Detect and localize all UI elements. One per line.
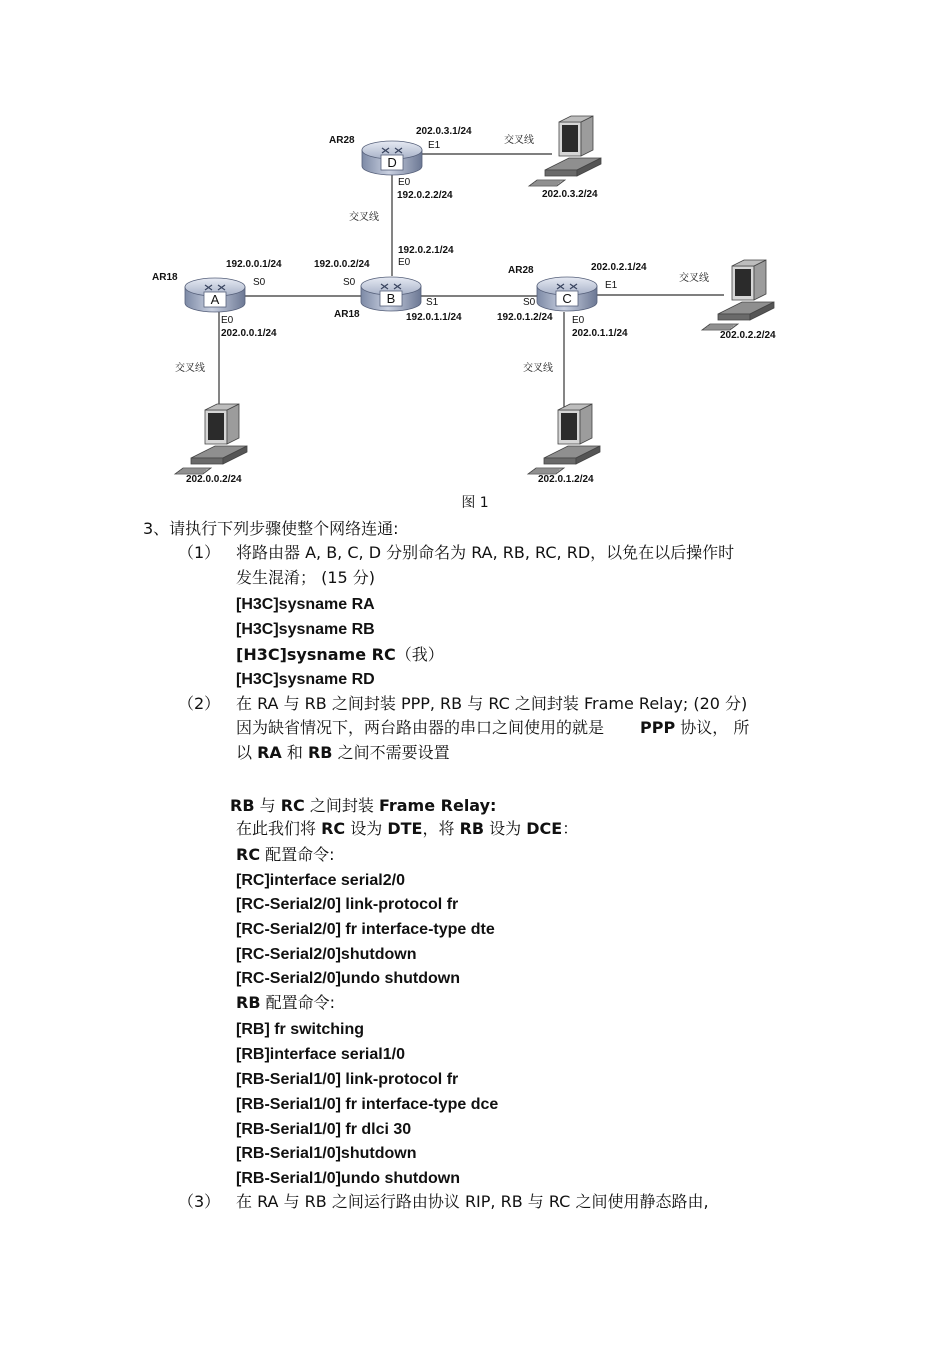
text-segment: 与: [254, 796, 281, 815]
text-segment: 协议， 所: [675, 718, 750, 737]
command-text: [H3C]sysname RC: [236, 645, 396, 664]
text-segment: 之间封装: [304, 796, 379, 815]
step2-text-line2: [236, 716, 749, 740]
router-b-label: B: [386, 291, 396, 306]
command-line: [H3C]sysname RB: [236, 621, 375, 638]
step-number: （1）: [178, 543, 221, 562]
text-segment: RB: [236, 993, 261, 1012]
c-s0-ip: 192.0.1.2/24: [497, 312, 553, 323]
c-e0-ip: 202.0.1.1/24: [572, 328, 628, 339]
command-line: [RB-Serial1/0]undo shutdown: [236, 1170, 460, 1187]
d-e0-ip: 192.0.2.2/24: [397, 190, 453, 201]
d-e1-ip: 202.0.3.1/24: [416, 126, 472, 137]
figure-caption: 图 1: [461, 495, 489, 511]
step2-text-line1: 在 RA 与 RB 之间封装 PPP, RB 与 RC 之间封装 Frame Relay; (20 分): [236, 694, 748, 713]
router-b-model: AR18: [334, 309, 360, 320]
router-a-label: A: [210, 292, 220, 307]
command-line: [RB-Serial1/0] link-protocol fr: [236, 1071, 459, 1088]
command-line: [RC]interface serial2/0: [236, 872, 405, 889]
text-segment: RB: [459, 819, 485, 838]
router-d: [362, 141, 422, 175]
command-note: （我）: [395, 645, 444, 664]
d-e0-port: E0: [398, 177, 411, 188]
step3-text-line1: 在 RA 与 RB 之间运行路由协议 RIP, RB 与 RC 之间使用静态路由,: [236, 1192, 709, 1211]
c-e1-port: E1: [605, 280, 618, 291]
text-segment: ：: [562, 819, 579, 838]
step3-heading: 3、请执行下列步骤使整个网络连通:: [143, 519, 399, 538]
command-line: [RC-Serial2/0]shutdown: [236, 946, 417, 963]
b-s0-ip: 192.0.0.2/24: [314, 259, 370, 270]
frame-relay-heading: [230, 794, 496, 818]
text-segment: RA: [257, 743, 282, 762]
step-number: （2）: [178, 694, 221, 713]
c-s0-port: S0: [523, 297, 536, 308]
step-number: （3）: [178, 1192, 221, 1211]
step1-text-line1: 将路由器 A, B, C, D 分别命名为 RA, RB, RC, RD，以免在以后操作时: [236, 543, 735, 562]
a-s0-port: S0: [253, 277, 266, 288]
command-line: [RB]interface serial1/0: [236, 1046, 405, 1063]
c-e0-port: E0: [572, 315, 585, 326]
text-segment: RC: [236, 845, 261, 864]
cable-label: 交叉线: [349, 212, 379, 223]
command-line: [236, 643, 444, 667]
step2-text-line3: [236, 741, 450, 765]
text-segment: ，将: [422, 819, 460, 838]
command-line: [RC-Serial2/0] fr interface-type dte: [236, 921, 495, 938]
router-b: [361, 277, 421, 311]
text-segment: RC: [280, 796, 305, 815]
rb-config-heading: [236, 991, 335, 1015]
router-a-model: AR18: [152, 272, 178, 283]
pc-icon: [529, 116, 601, 186]
command-line: [H3C]sysname RD: [236, 671, 375, 688]
a-e0-ip: 202.0.0.1/24: [221, 328, 277, 339]
network-topology-diagram: [0, 0, 950, 500]
cable-label: 交叉线: [523, 363, 553, 374]
text-segment: RB: [230, 796, 255, 815]
text-segment: RC: [321, 819, 346, 838]
a-e0-port: E0: [221, 315, 234, 326]
command-line: [RB-Serial1/0] fr interface-type dce: [236, 1096, 499, 1113]
rc-config-heading: [236, 843, 335, 867]
b-e0-port: E0: [398, 257, 411, 268]
b-s0-port: S0: [343, 277, 356, 288]
router-c: [537, 277, 597, 311]
text-segment: 以: [236, 743, 258, 762]
router-c-model: AR28: [508, 265, 534, 276]
a-s0-ip: 192.0.0.1/24: [226, 259, 282, 270]
text-segment: 设为: [345, 819, 388, 838]
cable-label: 交叉线: [175, 363, 205, 374]
cable-label: 交叉线: [679, 273, 709, 284]
frame-relay-description: [236, 817, 578, 841]
command-line: [RB] fr switching: [236, 1021, 364, 1038]
text-segment: RB: [307, 743, 333, 762]
command-line: [RB-Serial1/0]shutdown: [236, 1145, 417, 1162]
host-ip: 202.0.0.2/24: [186, 474, 242, 485]
host-ip: 202.0.3.2/24: [542, 189, 598, 200]
router-c-label: C: [562, 291, 572, 306]
text-segment: 之间不需要设置: [332, 743, 450, 762]
command-line: [RB-Serial1/0] fr dlci 30: [236, 1121, 412, 1138]
step1-text-line2: 发生混淆； (15 分): [236, 568, 376, 587]
c-e1-ip: 202.0.2.1/24: [591, 262, 647, 273]
text-segment: DTE: [387, 819, 423, 838]
host-ip: 202.0.2.2/24: [720, 330, 776, 341]
b-s1-port: S1: [426, 297, 439, 308]
b-e0-ip: 192.0.2.1/24: [398, 245, 454, 256]
text-segment: DCE: [526, 819, 563, 838]
text-segment: PPP: [640, 718, 676, 737]
text-segment: 因为缺省情况下，两台路由器的串口之间使用的就是: [236, 718, 605, 737]
command-line: [RC-Serial2/0] link-protocol fr: [236, 896, 459, 913]
links: [219, 154, 724, 410]
router-d-label: D: [387, 155, 397, 170]
command-line: [RC-Serial2/0]undo shutdown: [236, 970, 460, 987]
cable-label: 交叉线: [504, 135, 534, 146]
command-line: [H3C]sysname RA: [236, 596, 375, 613]
router-a: [185, 278, 245, 312]
text-segment: 设为: [484, 819, 527, 838]
text-segment: Frame Relay:: [378, 796, 497, 815]
pc-icon: [175, 404, 247, 474]
text-segment: 在此我们将: [236, 819, 322, 838]
host-ip: 202.0.1.2/24: [538, 474, 594, 485]
pc-icon: [528, 404, 600, 474]
text-segment: 和: [281, 743, 308, 762]
b-s1-ip: 192.0.1.1/24: [406, 312, 462, 323]
text-segment: 配置命令:: [260, 845, 335, 864]
text-segment: 配置命令:: [260, 993, 335, 1012]
router-d-model: AR28: [329, 135, 355, 146]
d-e1-port: E1: [428, 140, 441, 151]
